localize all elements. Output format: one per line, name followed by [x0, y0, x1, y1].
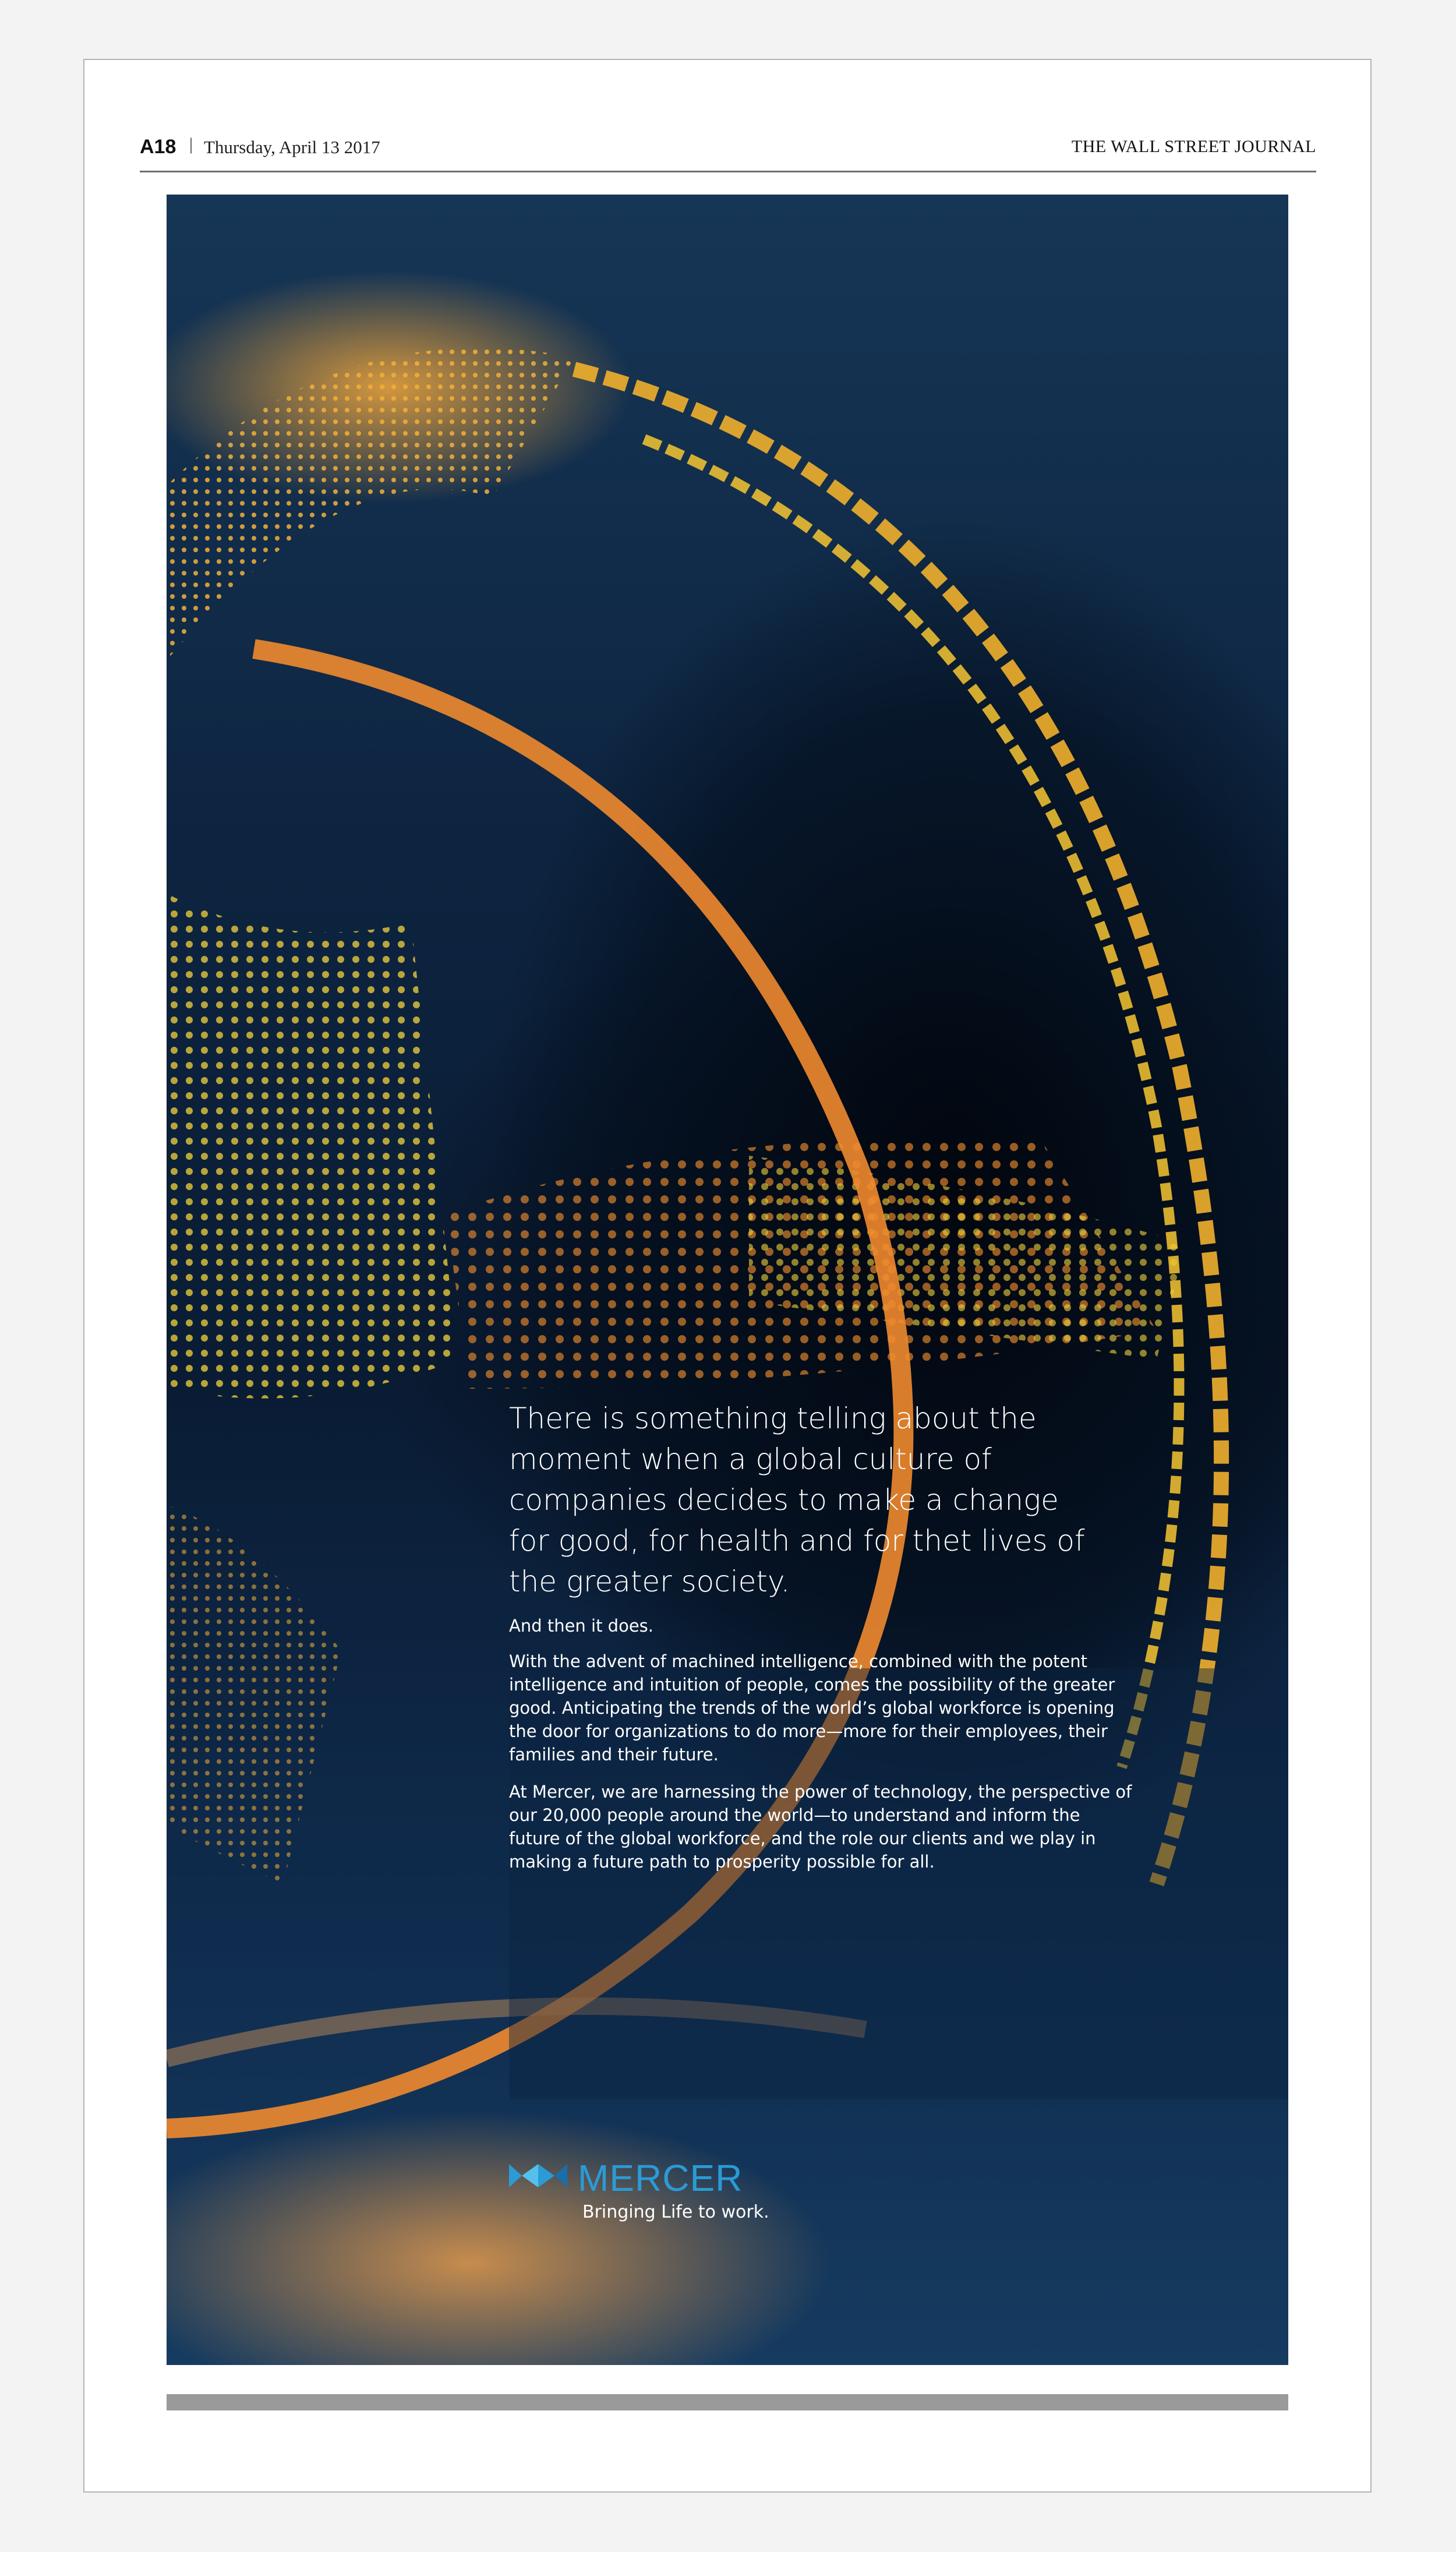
- header-separator: |: [189, 135, 193, 154]
- footer-rule: [167, 2394, 1288, 2410]
- publication-name: THE WALL STREET JOURNAL: [1071, 137, 1316, 156]
- page-header: [140, 136, 1316, 172]
- globe-illustration: [167, 195, 1288, 2365]
- ad-lead-line: And then it does.: [509, 1616, 654, 1636]
- mercer-advertisement: [167, 195, 1288, 2365]
- brand-name: MERCER: [578, 2157, 743, 2199]
- mercer-logo-icon: [509, 2161, 567, 2190]
- page-number: A18: [140, 136, 176, 158]
- ad-paragraph-2: At Mercer, we are harnessing the power of technology, the perspective of our 20,000 people around the world—to understand and inform the future of the global workforce, and the role our clients and we play in making a future path to prosperity possible for all.: [509, 1782, 1132, 1872]
- ad-copy: [509, 1398, 1138, 1873]
- issue-date: Thursday, April 13 2017: [204, 137, 380, 157]
- ad-headline: There is something telling about the moment when a global culture of companies decides to make a change for good, for health and for thet lives of the greater society.: [509, 1402, 1085, 1598]
- ad-paragraph-1: With the advent of machined intelligence, combined with the potent intelligence and intuition of people, comes the possibility of the greater good. Anticipating the trends of the world’s global workforce is opening the door for organizations to do more—more for their employees, their families and their future.: [509, 1651, 1115, 1764]
- brand-tagline: Bringing Life to work.: [582, 2202, 769, 2222]
